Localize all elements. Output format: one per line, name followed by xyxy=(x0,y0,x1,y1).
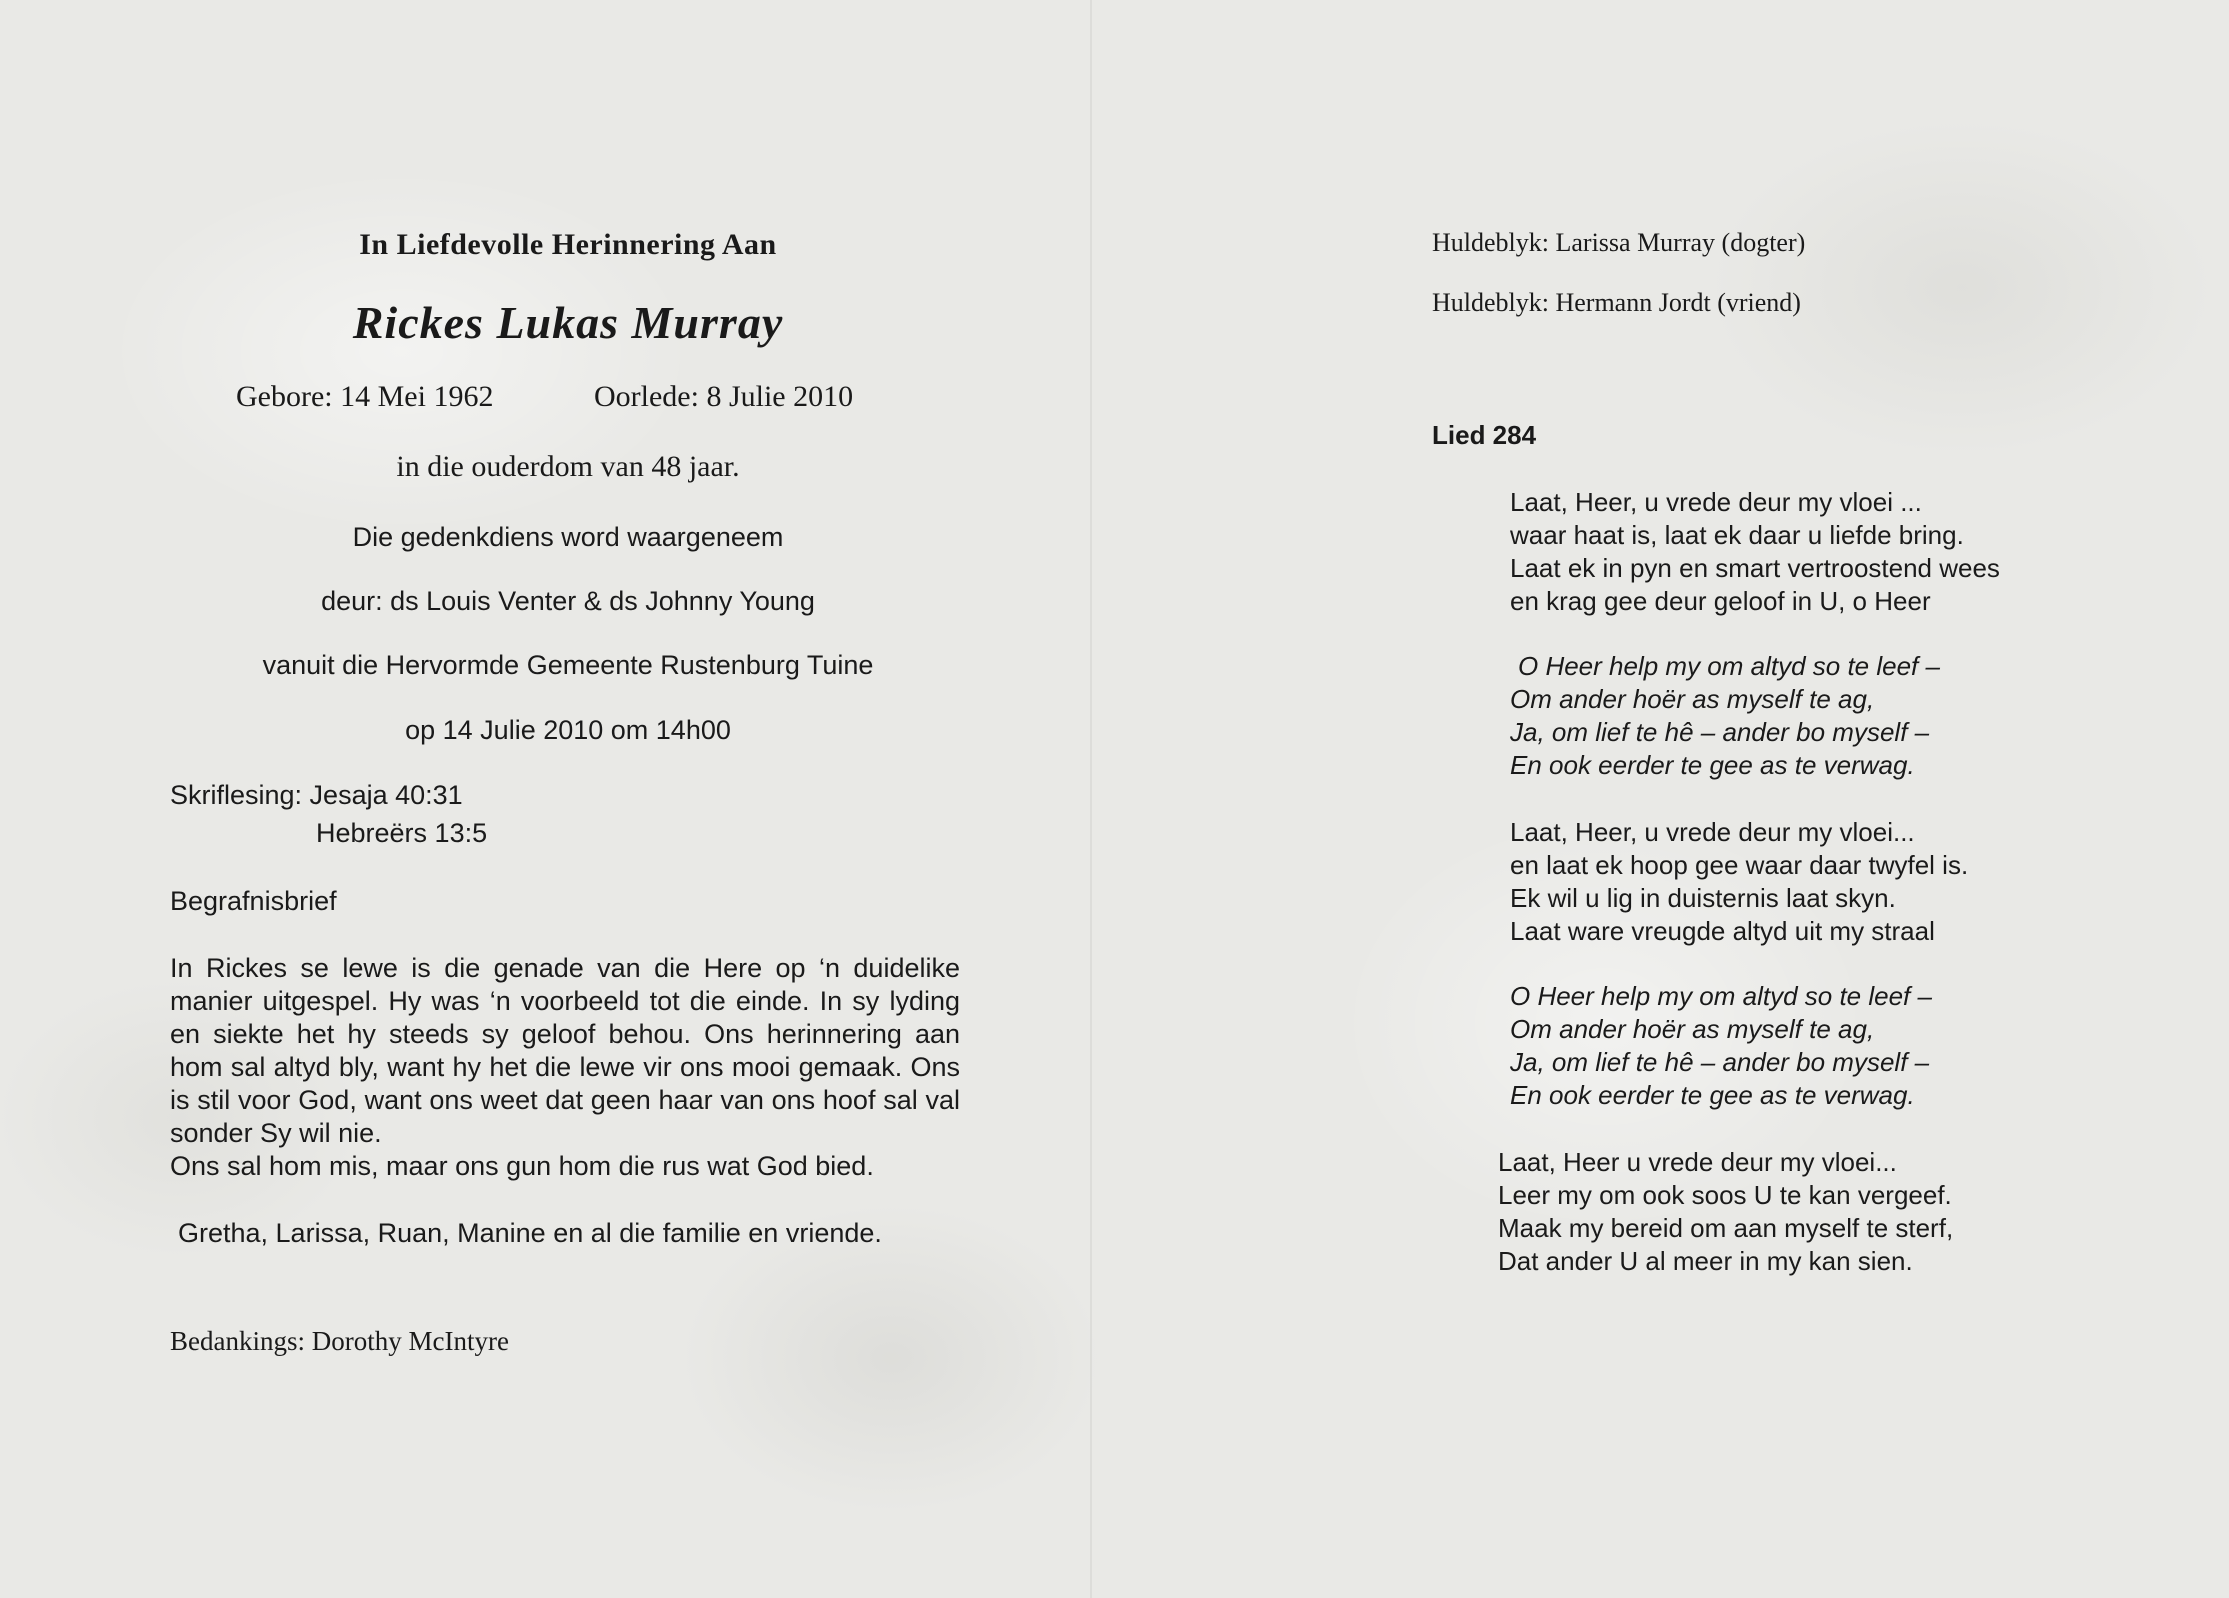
tribute-1: Huldeblyk: Larissa Murray (dogter) xyxy=(1432,228,1806,257)
hymn-title: Lied 284 xyxy=(1432,420,1537,450)
hymn-line: Laat ware vreugde altyd uit my straal xyxy=(1510,916,1935,946)
hymn-line: Laat, Heer, u vrede deur my vloei ... xyxy=(1510,487,1922,517)
letter-body xyxy=(170,952,960,1183)
thanks-line: Bedankings: Dorothy McIntyre xyxy=(170,1326,509,1356)
hymn-line: Laat, Heer, u vrede deur my vloei... xyxy=(1510,817,1915,847)
age-line: in die ouderdom van 48 jaar. xyxy=(396,450,740,483)
hymn-line: Maak my bereid om aan myself te sterf, xyxy=(1498,1213,1954,1243)
hymn-line: en laat ek hoop gee waar daar twyfel is. xyxy=(1510,850,1969,880)
letter-title: Begrafnisbrief xyxy=(170,886,337,916)
scripture-reading-2: Hebreërs 13:5 xyxy=(316,818,488,848)
hymn-line: O Heer help my om altyd so te leef – xyxy=(1518,651,1940,681)
service-line-2: deur: ds Louis Venter & ds Johnny Young xyxy=(321,586,815,616)
hymn-line: O Heer help my om altyd so te leef – xyxy=(1510,981,1932,1011)
hymn-stanza-2 xyxy=(1510,816,1968,948)
letter-paragraph: In Rickes se lewe is die genade van die Here op ‘n duidelike manier uitgespel. Hy was ‘n voorbeeld tot die einde. In sy lyding en siekte het hy steeds sy geloof behou. Ons herinnering aan hom sal altyd bly, want hy het die lewe vir ons mooi gemaak. Ons is stil voor God, want ons weet dat geen haar van ons hoof sal val sonder Sy wil nie. xyxy=(170,953,960,1148)
scripture-reading-1: Skriflesing: Jesaja 40:31 xyxy=(170,780,463,810)
hymn-stanza-3 xyxy=(1498,1146,1953,1278)
deceased-name: Rickes Lukas Murray xyxy=(352,297,784,348)
tribute-2: Huldeblyk: Hermann Jordt (vriend) xyxy=(1432,288,1801,317)
hymn-line: Laat, Heer u vrede deur my vloei... xyxy=(1498,1147,1897,1177)
hymn-line: Ja, om lief te hê – ander bo myself – xyxy=(1510,1047,1930,1077)
hymn-line: Ek wil u lig in duisternis laat skyn. xyxy=(1510,883,1896,913)
family-signature: Gretha, Larissa, Ruan, Manine en al die familie en vriende. xyxy=(178,1218,882,1248)
hymn-line: En ook eerder te gee as te verwag. xyxy=(1510,1080,1915,1110)
hymn-stanza-1 xyxy=(1510,486,2000,618)
hymn-line: Om ander hoër as myself te ag, xyxy=(1510,684,1875,714)
hymn-refrain-2 xyxy=(1510,980,1932,1112)
memorial-heading: In Liefdevolle Herinnering Aan xyxy=(359,228,777,261)
hymn-line: en krag gee deur geloof in U, o Heer xyxy=(1510,586,1931,616)
hymn-line: Laat ek in pyn en smart vertroostend wees xyxy=(1510,553,2000,583)
hymn-line: Dat ander U al meer in my kan sien. xyxy=(1498,1246,1913,1276)
hymn-line: Ja, om lief te hê – ander bo myself – xyxy=(1510,717,1930,747)
service-line-4: op 14 Julie 2010 om 14h00 xyxy=(405,715,731,745)
letter-closing-line: Ons sal hom mis, maar ons gun hom die rus wat God bied. xyxy=(170,1151,874,1181)
hymn-line: waar haat is, laat ek daar u liefde bring. xyxy=(1510,520,1964,550)
death-date: Oorlede: 8 Julie 2010 xyxy=(594,380,854,413)
hymn-refrain-1 xyxy=(1510,650,1940,782)
birth-date: Gebore: 14 Mei 1962 xyxy=(236,380,494,413)
hymn-line: Leer my om ook soos U te kan vergeef. xyxy=(1498,1180,1952,1210)
service-line-1: Die gedenkdiens word waargeneem xyxy=(352,522,784,552)
service-line-3: vanuit die Hervormde Gemeente Rustenburg Tuine xyxy=(262,650,874,680)
hymn-line: En ook eerder te gee as te verwag. xyxy=(1510,750,1915,780)
hymn-line: Om ander hoër as myself te ag, xyxy=(1510,1014,1875,1044)
